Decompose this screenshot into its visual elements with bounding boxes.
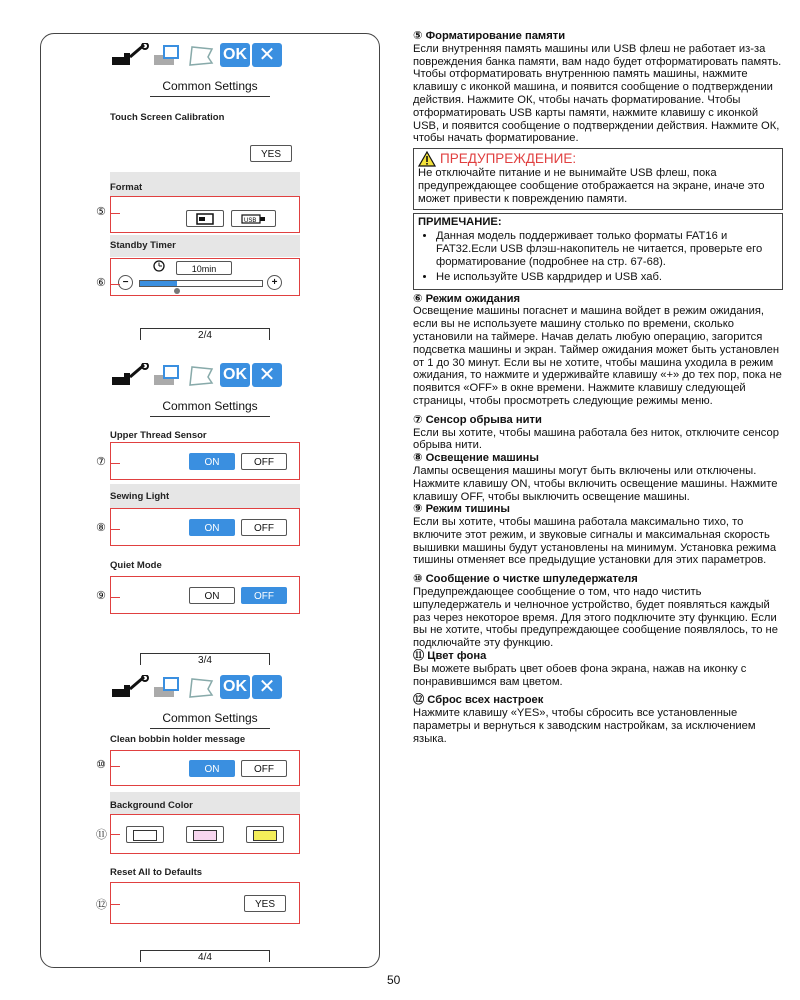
page-indicator: 2/4 <box>140 328 270 340</box>
section-11-heading: ⑪ Цвет фона <box>413 650 487 663</box>
note-item-2: • Не используйте USB кардридер и USB хаб. <box>436 271 778 284</box>
callout-8-line <box>110 529 120 530</box>
callout-10: ⑩ <box>96 759 106 771</box>
page-indicator: 4/4 <box>140 950 270 962</box>
embroidery-settings-icon[interactable] <box>186 43 216 67</box>
color-swatch-yellow[interactable] <box>246 826 284 843</box>
machine-settings-icon[interactable] <box>152 675 184 699</box>
format-machine-button[interactable] <box>186 210 224 227</box>
settings-wrench-icon[interactable] <box>110 43 150 67</box>
callout-12-line <box>110 904 120 905</box>
callout-7: ⑦ <box>96 456 106 468</box>
callout-11-line <box>110 834 120 835</box>
settings-screen-2 <box>110 40 300 340</box>
bobbin-message-box <box>110 750 300 786</box>
timer-minus-button[interactable]: − <box>118 275 133 290</box>
note-title: ПРИМЕЧАНИЕ: <box>418 215 502 228</box>
page-number: 50 <box>387 973 401 987</box>
thread-sensor-off-button[interactable]: OFF <box>241 453 287 470</box>
screen-title: Common Settings <box>150 708 270 729</box>
close-button[interactable]: ✕ <box>252 363 282 387</box>
quiet-mode-off-button[interactable]: OFF <box>241 587 287 604</box>
section-7-body: Если вы хотите, чтобы машина работала без ниток, отключите сенсор обрыва нити. <box>413 426 779 452</box>
callout-10-line <box>110 766 120 767</box>
warning-title-text: ПРЕДУПРЕЖДЕНИЕ: <box>440 150 577 166</box>
white-swatch <box>133 830 157 841</box>
reset-defaults-box <box>110 882 300 924</box>
callout-8: ⑧ <box>96 522 106 534</box>
sewing-light-label: Sewing Light <box>110 491 170 502</box>
background-color-label: Background Color <box>110 800 193 811</box>
instructions-column <box>413 30 783 746</box>
sewing-light-on-button[interactable]: ON <box>189 519 235 536</box>
callout-6-line <box>110 284 120 285</box>
callout-5: ⑤ <box>96 206 106 218</box>
sewing-light-box <box>110 508 300 546</box>
quiet-mode-on-button[interactable]: ON <box>189 587 235 604</box>
format-box <box>110 196 300 233</box>
bobbin-message-label: Clean bobbin holder message <box>110 734 246 745</box>
warning-body: Не отключайте питание и не вынимайте USB флеш, пока предупреждающее сообщение отображается на экране, иначе это может привести к повреждению памяти. <box>418 167 765 205</box>
timer-slider-track[interactable] <box>139 280 263 287</box>
ok-button[interactable]: OK <box>220 43 250 67</box>
section-9-heading: ⑨ Режим тишины <box>413 503 510 516</box>
color-swatch-white[interactable] <box>126 826 164 843</box>
screen-title: Common Settings <box>150 76 270 97</box>
callout-6: ⑥ <box>96 277 106 289</box>
screen-title: Common Settings <box>150 396 270 417</box>
format-label: Format <box>110 182 143 193</box>
usb-icon <box>241 213 267 225</box>
section-8-heading: ⑧ Освещение машины <box>413 452 539 465</box>
callout-11: ⑪ <box>96 829 107 841</box>
calibration-yes-button[interactable]: YES <box>250 145 292 162</box>
timer-slider-handle[interactable] <box>174 288 180 294</box>
embroidery-settings-icon[interactable] <box>186 675 216 699</box>
section-8-body: Лампы освещения машины могут быть включены или отключены. Нажмите клавишу ON, чтобы включить освещение машины. Нажмите клавишу OFF, чтобы выключить освещение машины. <box>413 464 778 503</box>
tab-bar <box>110 40 300 70</box>
bobbin-message-on-button[interactable]: ON <box>189 760 235 777</box>
format-usb-button[interactable] <box>231 210 276 227</box>
section-5-body: Если внутренняя память машины или USB флеш не работает из-за повреждения банка памяти, вам надо будет отформатировать память. Чтобы отформатировать внутреннюю память машины, нажмите клавишу с иконкой машина, и появится сообщение о подтверждении действия. Нажмите ОК, чтобы начать форматирование. Чтобы отформатировать USB карты памяти, нажмите клавишу с иконкой USB, и появится сообщение о подтверждении действия. Нажмите ОК, чтобы начать форматирование. <box>413 42 782 145</box>
note-box <box>413 213 783 290</box>
standby-box <box>110 258 300 296</box>
section-5-heading: ⑤ Форматирование памяти <box>413 30 566 42</box>
svg-text:USB: USB <box>243 218 256 224</box>
section-11-body: Вы можете выбрать цвет обоев фона экрана, нажав на иконку с понравившимся вам цветом. <box>413 662 747 688</box>
timer-slider-fill <box>140 281 177 286</box>
section-12-body: Нажмите клавишу «YES», чтобы сбросить все установленные параметры и вернуться к заводским настройкам, за исключением языка. <box>413 707 756 745</box>
yellow-swatch <box>253 830 277 841</box>
ok-button[interactable]: OK <box>220 363 250 387</box>
embroidery-settings-icon[interactable] <box>186 363 216 387</box>
pink-swatch <box>193 830 217 841</box>
settings-wrench-icon[interactable] <box>110 675 150 699</box>
section-10-heading: ⑩ Сообщение о чистке шпуледержателя <box>413 573 638 586</box>
tab-bar <box>110 360 300 390</box>
timer-value: 10min <box>176 261 232 275</box>
quiet-mode-label: Quiet Mode <box>110 560 162 571</box>
standby-label: Standby Timer <box>110 240 176 251</box>
note-list <box>418 230 778 283</box>
reset-yes-button[interactable]: YES <box>244 895 286 912</box>
page-indicator: 3/4 <box>140 653 270 665</box>
close-button[interactable]: ✕ <box>252 43 282 67</box>
settings-wrench-icon[interactable] <box>110 363 150 387</box>
callout-9-line <box>110 597 120 598</box>
section-7-heading: ⑦ Сенсор обрыва нити <box>413 413 542 426</box>
callout-7-line <box>110 463 120 464</box>
quiet-mode-box <box>110 576 300 614</box>
callout-9: ⑨ <box>96 590 106 602</box>
close-button[interactable]: ✕ <box>252 675 282 699</box>
callout-12: ⑫ <box>96 899 107 911</box>
timer-plus-button[interactable]: + <box>267 275 282 290</box>
thread-sensor-label: Upper Thread Sensor <box>110 430 207 441</box>
warning-title <box>418 151 778 167</box>
machine-settings-icon[interactable] <box>152 43 184 67</box>
machine-memory-icon <box>195 213 215 225</box>
thread-sensor-box <box>110 442 300 480</box>
warning-box <box>413 148 783 209</box>
touch-calibration-label: Touch Screen Calibration <box>110 112 225 123</box>
note-item-1: • Данная модель поддерживает только форматы FAT16 и FAT32.Если USB флэш-накопитель не читается, проверьте его форматирование (подробнее на стр. 67-68). <box>436 230 778 268</box>
reset-defaults-label: Reset All to Defaults <box>110 867 203 878</box>
color-swatch-pink[interactable] <box>186 826 224 843</box>
section-12-heading: ⑫ Сброс всех настроек <box>413 694 544 707</box>
sewing-light-off-button[interactable]: OFF <box>241 519 287 536</box>
settings-screen-3 <box>110 360 300 665</box>
section-6-body: Освещение машины погаснет и машина войдет в режим ожидания, если вы не используете машину столько по времени, сколько установили на таймере. Начав делать любую операцию, загорится подсветка машины и экран. Таймер ожидания может быть установлен от 1 до 30 минут. Если вы не хотите, чтобы машина уходила в режим ожидания, то нажмите и удерживайте клавишу «+» до тех пор, пока не появится «OFF» в окне времени. Нажмите клавишу следующей страницы, чтобы просмотреть следующие режимы меню. <box>413 305 782 407</box>
section-6-heading: ⑥ Режим ожидания <box>413 292 521 305</box>
machine-settings-icon[interactable] <box>152 363 184 387</box>
tab-bar <box>110 672 300 702</box>
callout-5-line <box>110 213 120 214</box>
bobbin-message-off-button[interactable]: OFF <box>241 760 287 777</box>
warning-icon <box>418 151 436 167</box>
background-color-box <box>110 814 300 854</box>
clock-icon <box>153 260 165 272</box>
ok-button[interactable]: OK <box>220 675 250 699</box>
thread-sensor-on-button[interactable]: ON <box>189 453 235 470</box>
section-9-body: Если вы хотите, чтобы машина работала максимально тихо, то включите этот режим, и звуковые сигналы и максимальная скорость вышивки машины будут установлены на минимум. Установка режима тишины отменяет все предыдущие установки для этих параметров. <box>413 516 777 567</box>
settings-screen-4 <box>110 672 300 962</box>
section-10-body: Предупреждающее сообщение о том, что надо чистить шпуледержатель и челночное устройство, будет появляться каждый раз через некоторое время. Для этого подключите эту функцию. Если вы не хотите, чтобы предупреждающее сообщение появлялось, то не подключайте эту функцию. <box>413 586 778 650</box>
